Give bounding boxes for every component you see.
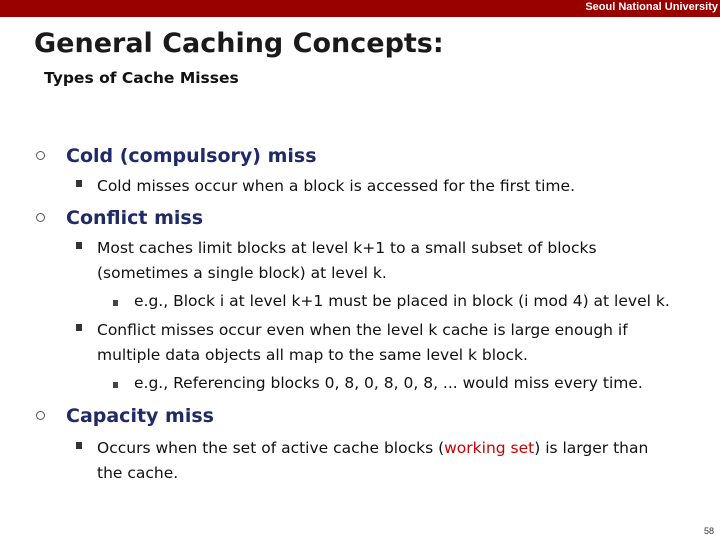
slide-title: [34, 26, 444, 96]
sub-bullet-text: Cold misses occur when a block is accessed for the first time.: [97, 177, 575, 195]
header-bar: [0, 0, 720, 17]
sub-sub-bullet-text: e.g., Block i at level k+1 must be placed in block (i mod 4) at level k.: [134, 292, 670, 310]
institution-name: Seoul National University: [585, 1, 718, 13]
sub-bullet-text: [97, 436, 648, 486]
bullet-label: Capacity miss: [66, 405, 214, 427]
hollow-circle-bullet-icon: [36, 151, 45, 160]
hollow-circle-bullet-icon: [36, 411, 45, 420]
bullet-label: Cold (compulsory) miss: [66, 145, 317, 167]
square-bullet-icon: [113, 300, 118, 306]
sub-bullet-line-2: (sometimes a single block) at level k.: [97, 264, 387, 282]
sub-bullet-line-2: the cache.: [97, 464, 179, 482]
sub-bullet-line-2: multiple data objects all map to the same level k block.: [97, 346, 528, 364]
square-bullet-icon: [113, 382, 118, 388]
text-after-term: ) is larger than: [534, 439, 649, 457]
hollow-circle-bullet-icon: [36, 213, 45, 222]
sub-bullet-text: [97, 236, 597, 286]
title-line-1: General Caching Concepts:: [34, 28, 444, 59]
square-bullet-icon: [76, 180, 82, 187]
page-number: 58: [703, 526, 714, 536]
sub-bullet-line-1: [97, 439, 648, 457]
square-bullet-icon: [76, 324, 82, 331]
bullet-label: Conflict miss: [66, 207, 204, 229]
sub-sub-bullet-text: e.g., Referencing blocks 0, 8, 0, 8, 0, 8, ... would miss every time.: [134, 374, 643, 392]
square-bullet-icon: [76, 242, 82, 249]
title-line-2: Types of Cache Misses: [44, 69, 239, 87]
sub-bullet-line-1: Conflict misses occur even when the level k cache is large enough if: [97, 321, 628, 339]
highlighted-term: working set: [444, 439, 535, 457]
sub-bullet-line-1: Most caches limit blocks at level k+1 to a small subset of blocks: [97, 239, 597, 257]
square-bullet-icon: [76, 442, 82, 449]
text-before-term: Occurs when the set of active cache blocks (: [97, 439, 445, 457]
sub-bullet-text: [97, 318, 628, 368]
